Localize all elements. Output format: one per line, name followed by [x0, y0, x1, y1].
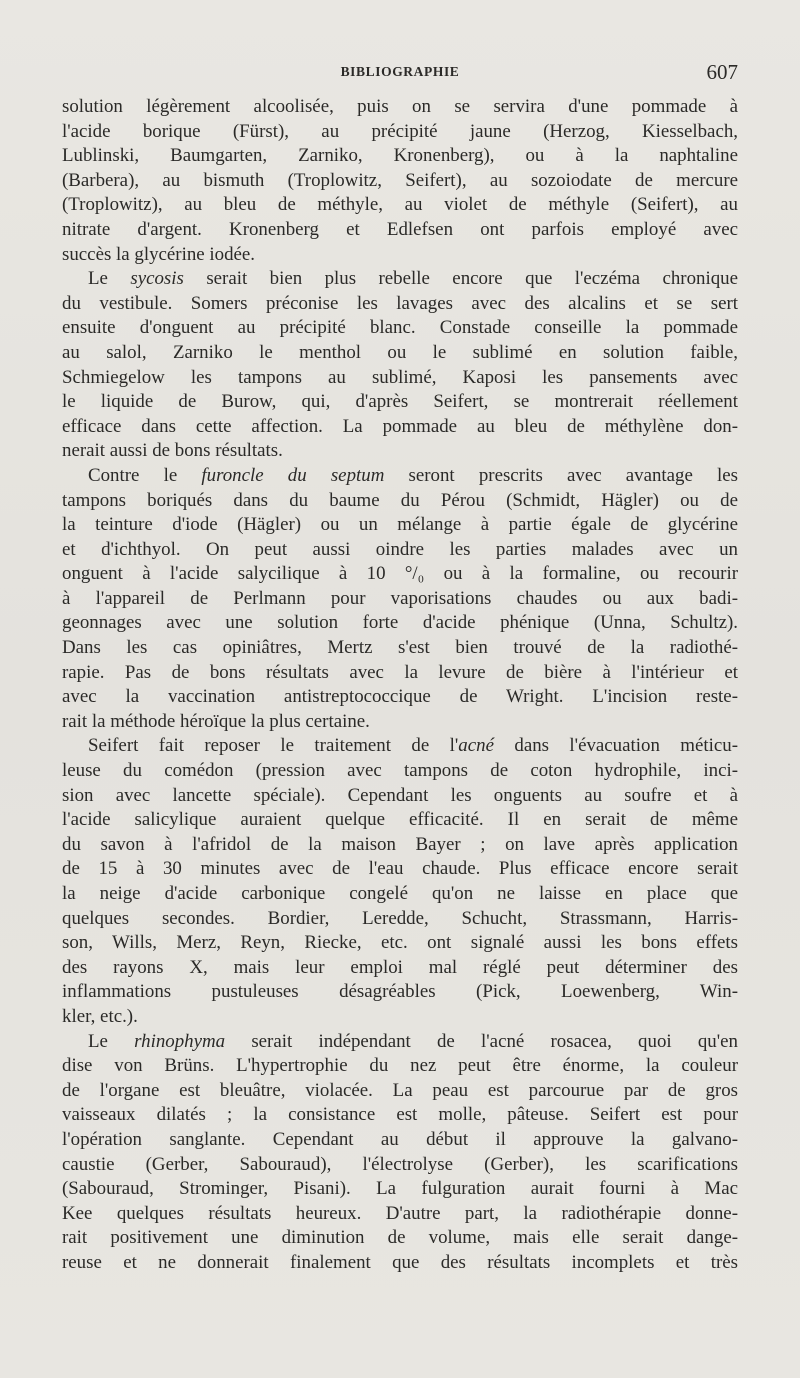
text-run: du savon à l'afridol de la maison Bayer ; on lave après application: [62, 833, 738, 855]
paragraph: [62, 1030, 738, 1276]
text-run: inflammations pustuleuses désagréables (Pick, Loewenberg, Win-: [62, 981, 738, 1003]
text-line: [62, 267, 738, 292]
text-line: [62, 1005, 738, 1030]
text-run: onguent à l'acide salycilique à 10 °/₀ ou à la formaline, ou recourir: [62, 563, 738, 585]
text-line: [62, 341, 738, 366]
text-line: [62, 784, 738, 809]
running-title: BIBLIOGRAPHIE: [340, 64, 460, 79]
text-run: l'acide salicylique auraient quelque efficacité. Il en serait de même: [62, 809, 738, 831]
text-run: Le: [88, 1030, 135, 1052]
italic-term: rhinophyma: [134, 1030, 226, 1052]
text-line: [62, 120, 738, 145]
text-line: [62, 1030, 738, 1055]
text-line: [62, 808, 738, 833]
text-line: [62, 193, 738, 218]
text-line: [62, 243, 738, 268]
text-run: serait indépendant de l'acné rosacea, quoi qu'en: [225, 1030, 738, 1052]
text-run: Seifert fait reposer le traitement de l': [88, 735, 459, 757]
text-run: solution légèrement alcoolisée, puis on se servira d'une pommade à: [62, 96, 738, 117]
text-line: [62, 95, 738, 120]
text-run: Le: [88, 268, 131, 290]
text-line: [62, 218, 738, 243]
text-run: la neige d'acide carbonique congelé qu'on ne laisse en place que: [62, 883, 738, 904]
page-header: [62, 60, 738, 88]
text-run: Dans les cas opiniâtres, Mertz s'est bien trouvé de la radiothé-: [62, 637, 738, 659]
text-run: son, Wills, Merz, Reyn, Riecke, etc. ont signalé aussi les bons effets: [62, 932, 738, 954]
text-line: [62, 1202, 738, 1227]
text-run: dise von Brüns. L'hypertrophie du nez peut être énorme, la couleur: [62, 1055, 738, 1077]
text-run: Contre le: [88, 464, 202, 486]
italic-term: acné: [458, 735, 494, 757]
text-line: [62, 685, 738, 710]
text-line: [62, 907, 738, 932]
text-run: au salol, Zarniko le menthol ou le sublimé en solution faible,: [62, 341, 738, 363]
text-line: [62, 1177, 738, 1202]
text-run: reuse et ne donnerait finalement que des résultats incomplets et très: [62, 1251, 738, 1273]
text-run: rait la méthode héroïque la plus certaine.: [62, 710, 370, 732]
text-line: [62, 1054, 738, 1079]
text-run: Lublinski, Baumgarten, Zarniko, Kronenberg), ou à la naphtaline: [62, 145, 738, 167]
text-line: [62, 390, 738, 415]
text-line: [62, 759, 738, 784]
text-line: [62, 882, 738, 907]
text-line: [62, 587, 738, 612]
italic-term: sycosis: [130, 268, 184, 290]
text-run: nitrate d'argent. Kronenberg et Edlefsen ont parfois employé avec: [62, 218, 738, 240]
text-run: dans l'évacuation méticu-: [493, 735, 738, 757]
text-run: nerait aussi de bons résultats.: [62, 440, 283, 462]
text-run: et d'ichthyol. On peut aussi oindre les parties malades avec un: [62, 538, 738, 560]
text-line: [62, 1251, 738, 1276]
text-run: ensuite d'onguent au précipité blanc. Constade conseille la pommade: [62, 317, 738, 339]
text-line: [62, 1079, 738, 1104]
text-line: [62, 1103, 738, 1128]
text-line: [62, 980, 738, 1005]
text-line: [62, 562, 738, 587]
text-run: caustie (Gerber, Sabouraud), l'électrolyse (Gerber), les scarifications: [62, 1153, 738, 1175]
text-line: [62, 292, 738, 317]
text-run: du vestibule. Somers préconise les lavages avec des alcalins et se sert: [62, 292, 738, 314]
text-run: avec la vaccination antistreptococcique de Wright. L'incision reste-: [62, 686, 738, 708]
text-run: efficace dans cette affection. La pommade au bleu de méthylène don-: [62, 415, 738, 437]
text-run: sion avec lancette spéciale). Cependant les onguents au soufre et à: [62, 784, 738, 806]
text-run: (Sabouraud, Strominger, Pisani). La fulguration aurait fourni à Mac: [62, 1178, 738, 1200]
text-line: [62, 489, 738, 514]
italic-term: furoncle du septum: [201, 464, 385, 486]
text-line: [62, 464, 738, 489]
text-run: serait bien plus rebelle encore que l'eczéma chronique: [183, 268, 738, 290]
text-run: vaisseaux dilatés ; la consistance est molle, pâteuse. Seifert est pour: [62, 1104, 738, 1126]
text-run: le liquide de Burow, qui, d'après Seifert, se montrerait réellement: [62, 391, 738, 413]
text-run: à l'appareil de Perlmann pour vaporisations chaudes ou aux badi-: [62, 587, 738, 609]
text-line: [62, 710, 738, 735]
text-run: Kee quelques résultats heureux. D'autre part, la radiothérapie donne-: [62, 1202, 738, 1224]
text-line: [62, 1226, 738, 1251]
text-line: [62, 415, 738, 440]
text-line: [62, 611, 738, 636]
text-run: la teinture d'iode (Hägler) ou un mélange à partie égale de glycérine: [62, 514, 738, 536]
text-run: (Troplowitz), au bleu de méthyle, au violet de méthyle (Seifert), au: [62, 194, 738, 216]
text-line: [62, 931, 738, 956]
text-run: l'opération sanglante. Cependant au début il approuve la galvano-: [62, 1128, 738, 1150]
body-text: [62, 95, 738, 1276]
paragraph: [62, 734, 738, 1029]
text-run: l'acide borique (Fürst), au précipité jaune (Herzog, Kiesselbach,: [62, 120, 738, 142]
text-line: [62, 169, 738, 194]
text-run: succès la glycérine iodée.: [62, 243, 256, 265]
text-line: [62, 538, 738, 563]
text-run: quelques secondes. Bordier, Leredde, Schucht, Strassmann, Harris-: [62, 907, 738, 929]
paragraph: [62, 267, 738, 464]
text-line: [62, 439, 738, 464]
text-line: [62, 1128, 738, 1153]
text-line: [62, 366, 738, 391]
text-run: de 15 à 30 minutes avec de l'eau chaude. Plus efficace encore serait: [62, 858, 738, 880]
page-number: 607: [706, 60, 738, 84]
text-run: des rayons X, mais leur emploi mal réglé peut déterminer des: [62, 956, 738, 978]
paragraph: [62, 95, 738, 267]
text-line: [62, 833, 738, 858]
text-run: geonnages avec une solution forte d'acide phénique (Unna, Schultz).: [62, 612, 738, 634]
text-line: [62, 734, 738, 759]
text-run: (Barbera), au bismuth (Troplowitz, Seifert), au sozoiodate de mercure: [62, 169, 738, 191]
text-line: [62, 513, 738, 538]
paragraph: [62, 464, 738, 735]
text-line: [62, 661, 738, 686]
text-run: kler, etc.).: [62, 1005, 138, 1027]
text-line: [62, 1153, 738, 1178]
text-run: Schmiegelow les tampons au sublimé, Kaposi les pansements avec: [62, 366, 738, 388]
text-run: seront prescrits avec avantage les: [384, 464, 739, 486]
text-run: rapie. Pas de bons résultats avec la levure de bière à l'intérieur et: [62, 661, 738, 683]
text-line: [62, 857, 738, 882]
text-line: [62, 316, 738, 341]
text-line: [62, 144, 738, 169]
text-run: de l'organe est bleuâtre, violacée. La peau est parcourue par de gros: [62, 1079, 738, 1101]
text-run: tampons boriqués dans du baume du Pérou (Schmidt, Hägler) ou de: [62, 489, 738, 511]
text-run: rait positivement une diminution de volume, mais elle serait dange-: [62, 1227, 738, 1249]
text-line: [62, 956, 738, 981]
text-run: leuse du comédon (pression avec tampons de coton hydrophile, inci-: [62, 760, 738, 782]
text-line: [62, 636, 738, 661]
